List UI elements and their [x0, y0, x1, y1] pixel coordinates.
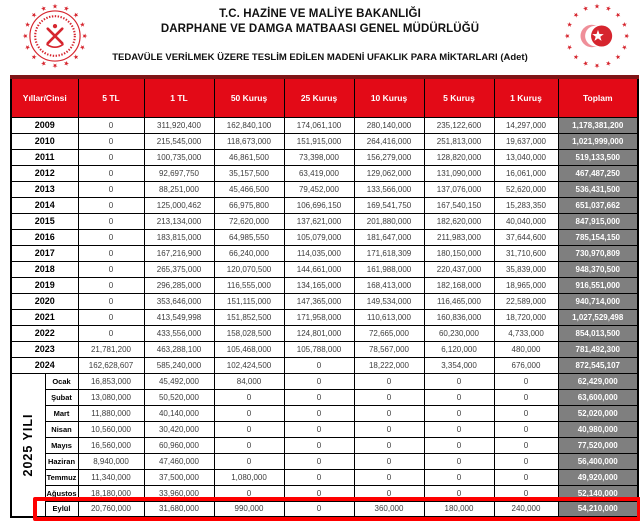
value-cell: 137,076,000: [424, 181, 494, 197]
total-cell: 52,140,000: [558, 485, 638, 501]
table-row-year: [11, 117, 638, 133]
column-header-years: Yıllar/Cinsi: [11, 77, 78, 117]
value-cell: 131,090,000: [424, 165, 494, 181]
total-cell: 872,545,107: [558, 357, 638, 373]
table-row-year: [11, 229, 638, 245]
value-cell: 47,460,000: [144, 453, 214, 469]
table-row-year: [11, 341, 638, 357]
value-cell: 201,880,000: [354, 213, 424, 229]
value-cell: 151,115,000: [214, 293, 284, 309]
header-row: [11, 77, 638, 117]
month-label: Mayıs: [45, 437, 78, 453]
value-cell: 110,613,000: [354, 309, 424, 325]
table-row-month: [11, 405, 638, 421]
value-cell: 60,960,000: [144, 437, 214, 453]
value-cell: 102,424,500: [214, 357, 284, 373]
coin-delivery-table: [10, 75, 639, 518]
value-cell: 0: [78, 293, 144, 309]
value-cell: 0: [354, 453, 424, 469]
value-cell: 40,040,000: [494, 213, 558, 229]
table-row-year: [11, 165, 638, 181]
year-label: 2015: [11, 213, 78, 229]
total-cell: 49,920,000: [558, 469, 638, 485]
value-cell: 137,621,000: [284, 213, 354, 229]
value-cell: 144,661,000: [284, 261, 354, 277]
value-cell: 33,960,000: [144, 485, 214, 501]
total-cell: 52,020,000: [558, 405, 638, 421]
value-cell: 360,000: [354, 501, 424, 517]
total-cell: 519,133,500: [558, 149, 638, 165]
value-cell: 92,697,750: [144, 165, 214, 181]
value-cell: 0: [424, 469, 494, 485]
value-cell: 0: [284, 389, 354, 405]
value-cell: 129,062,000: [354, 165, 424, 181]
table-row-year: [11, 277, 638, 293]
value-cell: 46,861,500: [214, 149, 284, 165]
column-header-1tl: 1 TL: [144, 77, 214, 117]
value-cell: 35,157,500: [214, 165, 284, 181]
value-cell: 66,240,000: [214, 245, 284, 261]
value-cell: 0: [494, 453, 558, 469]
value-cell: 18,222,000: [354, 357, 424, 373]
value-cell: 235,122,600: [424, 117, 494, 133]
month-label: Nisan: [45, 421, 78, 437]
coin-delivery-table-wrap: [10, 75, 637, 518]
value-cell: 18,720,000: [494, 309, 558, 325]
value-cell: 990,000: [214, 501, 284, 517]
value-cell: 0: [78, 229, 144, 245]
value-cell: 0: [354, 373, 424, 389]
year-label: 2022: [11, 325, 78, 341]
value-cell: 105,079,000: [284, 229, 354, 245]
total-cell: 1,027,529,498: [558, 309, 638, 325]
value-cell: 183,815,000: [144, 229, 214, 245]
value-cell: 63,419,000: [284, 165, 354, 181]
value-cell: 220,437,000: [424, 261, 494, 277]
value-cell: 105,468,000: [214, 341, 284, 357]
value-cell: 0: [494, 485, 558, 501]
value-cell: 45,492,000: [144, 373, 214, 389]
year-label: 2014: [11, 197, 78, 213]
total-cell: 63,600,000: [558, 389, 638, 405]
year-label: 2019: [11, 277, 78, 293]
value-cell: 0: [78, 213, 144, 229]
column-header-1kurus: 1 Kuruş: [494, 77, 558, 117]
value-cell: 1,080,000: [214, 469, 284, 485]
value-cell: 180,150,000: [424, 245, 494, 261]
table-row-year: [11, 181, 638, 197]
value-cell: 0: [284, 485, 354, 501]
year-group-label: 2025 YILI: [21, 413, 36, 477]
value-cell: 0: [424, 485, 494, 501]
value-cell: 0: [284, 373, 354, 389]
letterhead-titles: [95, 7, 545, 37]
value-cell: 161,988,000: [354, 261, 424, 277]
value-cell: 0: [284, 501, 354, 517]
year-label: 2023: [11, 341, 78, 357]
total-cell: 56,400,000: [558, 453, 638, 469]
value-cell: 40,140,000: [144, 405, 214, 421]
month-label: Mart: [45, 405, 78, 421]
value-cell: 16,560,000: [78, 437, 144, 453]
value-cell: 0: [78, 181, 144, 197]
value-cell: 147,365,000: [284, 293, 354, 309]
total-cell: 467,487,250: [558, 165, 638, 181]
value-cell: 84,000: [214, 373, 284, 389]
value-cell: 0: [78, 133, 144, 149]
year-label: 2017: [11, 245, 78, 261]
year-label: 2010: [11, 133, 78, 149]
value-cell: 264,416,000: [354, 133, 424, 149]
value-cell: 22,589,000: [494, 293, 558, 309]
value-cell: 0: [78, 117, 144, 133]
value-cell: 8,940,000: [78, 453, 144, 469]
title-line-2: DARPHANE VE DAMGA MATBAASI GENEL MÜDÜRLÜĞÜ: [160, 23, 480, 35]
value-cell: 16,061,000: [494, 165, 558, 181]
crescent-star-emblem-icon: [564, 3, 630, 69]
total-cell: 940,714,000: [558, 293, 638, 309]
value-cell: 66,975,800: [214, 197, 284, 213]
value-cell: 0: [424, 405, 494, 421]
value-cell: 21,781,200: [78, 341, 144, 357]
value-cell: 0: [354, 485, 424, 501]
value-cell: 88,251,000: [144, 181, 214, 197]
value-cell: 182,620,000: [424, 213, 494, 229]
value-cell: 72,665,000: [354, 325, 424, 341]
table-row-year: [11, 213, 638, 229]
total-cell: 1,178,381,200: [558, 117, 638, 133]
value-cell: 11,880,000: [78, 405, 144, 421]
document-subtitle: TEDAVÜLE VERİLMEK ÜZERE TESLİM EDİLEN MADENİ UFAKLIK PARA MİKTARLARI (Adet): [112, 52, 528, 63]
value-cell: 169,541,750: [354, 197, 424, 213]
value-cell: 585,240,000: [144, 357, 214, 373]
total-cell: 54,210,000: [558, 501, 638, 517]
value-cell: 240,000: [494, 501, 558, 517]
year-label: 2020: [11, 293, 78, 309]
value-cell: 13,080,000: [78, 389, 144, 405]
value-cell: 251,813,000: [424, 133, 494, 149]
value-cell: 156,279,000: [354, 149, 424, 165]
value-cell: 31,680,000: [144, 501, 214, 517]
value-cell: 0: [214, 485, 284, 501]
value-cell: 0: [284, 437, 354, 453]
year-label: 2024: [11, 357, 78, 373]
value-cell: 10,560,000: [78, 421, 144, 437]
month-label: Ocak: [45, 373, 78, 389]
value-cell: 4,733,000: [494, 325, 558, 341]
value-cell: 125,000,462: [144, 197, 214, 213]
value-cell: 118,673,000: [214, 133, 284, 149]
value-cell: 171,618,309: [354, 245, 424, 261]
value-cell: 162,840,100: [214, 117, 284, 133]
value-cell: 0: [494, 373, 558, 389]
total-cell: 916,551,000: [558, 277, 638, 293]
value-cell: 0: [78, 309, 144, 325]
value-cell: 52,620,000: [494, 181, 558, 197]
total-cell: 781,492,300: [558, 341, 638, 357]
value-cell: 18,965,000: [494, 277, 558, 293]
value-cell: 0: [354, 389, 424, 405]
month-label: Eylül: [45, 501, 78, 517]
table-row-month: [11, 485, 638, 501]
value-cell: 15,283,350: [494, 197, 558, 213]
value-cell: 0: [284, 357, 354, 373]
value-cell: 0: [354, 405, 424, 421]
value-cell: 120,070,500: [214, 261, 284, 277]
value-cell: 213,134,000: [144, 213, 214, 229]
year-label: 2013: [11, 181, 78, 197]
value-cell: 133,566,000: [354, 181, 424, 197]
value-cell: 37,644,600: [494, 229, 558, 245]
value-cell: 353,646,000: [144, 293, 214, 309]
value-cell: 114,035,000: [284, 245, 354, 261]
value-cell: 0: [424, 421, 494, 437]
value-cell: 0: [214, 421, 284, 437]
year-label: 2018: [11, 261, 78, 277]
value-cell: 433,556,000: [144, 325, 214, 341]
value-cell: 124,801,000: [284, 325, 354, 341]
value-cell: 13,040,000: [494, 149, 558, 165]
value-cell: 50,520,000: [144, 389, 214, 405]
total-cell: 1,021,999,000: [558, 133, 638, 149]
total-cell: 77,520,000: [558, 437, 638, 453]
table-row-month: [11, 469, 638, 485]
total-cell: 651,037,662: [558, 197, 638, 213]
column-header-25kurus: 25 Kuruş: [284, 77, 354, 117]
title-line-1: T.C. HAZİNE VE MALİYE BAKANLIĞI: [219, 8, 421, 20]
table-row-month: [11, 453, 638, 469]
table-row-year: [11, 309, 638, 325]
value-cell: 211,983,000: [424, 229, 494, 245]
value-cell: 105,788,000: [284, 341, 354, 357]
value-cell: 11,340,000: [78, 469, 144, 485]
value-cell: 0: [78, 261, 144, 277]
table-row-year: [11, 149, 638, 165]
table-row-month: [11, 389, 638, 405]
value-cell: 100,735,000: [144, 149, 214, 165]
value-cell: 3,354,000: [424, 357, 494, 373]
year-label: 2009: [11, 117, 78, 133]
table-header: [11, 77, 638, 117]
table-row-year: [11, 261, 638, 277]
value-cell: 182,168,000: [424, 277, 494, 293]
value-cell: 0: [78, 325, 144, 341]
value-cell: 30,420,000: [144, 421, 214, 437]
value-cell: 0: [494, 389, 558, 405]
value-cell: 37,500,000: [144, 469, 214, 485]
table-row-year: [11, 133, 638, 149]
table-row-year: [11, 293, 638, 309]
year-label: 2016: [11, 229, 78, 245]
value-cell: 0: [78, 277, 144, 293]
table-row-year: [11, 325, 638, 341]
value-cell: 19,637,000: [494, 133, 558, 149]
value-cell: 265,375,000: [144, 261, 214, 277]
value-cell: 72,620,000: [214, 213, 284, 229]
value-cell: 0: [78, 245, 144, 261]
value-cell: 151,915,000: [284, 133, 354, 149]
table-row-year: [11, 197, 638, 213]
value-cell: 0: [354, 469, 424, 485]
total-cell: 785,154,150: [558, 229, 638, 245]
value-cell: 0: [284, 469, 354, 485]
letterhead: [0, 0, 640, 75]
value-cell: 16,853,000: [78, 373, 144, 389]
value-cell: 116,555,000: [214, 277, 284, 293]
month-label: Haziran: [45, 453, 78, 469]
value-cell: 171,958,000: [284, 309, 354, 325]
table-row-year: [11, 245, 638, 261]
value-cell: 6,120,000: [424, 341, 494, 357]
value-cell: 73,398,000: [284, 149, 354, 165]
value-cell: 676,000: [494, 357, 558, 373]
value-cell: 463,288,100: [144, 341, 214, 357]
total-cell: 62,429,000: [558, 373, 638, 389]
table-row-month: [11, 501, 638, 517]
value-cell: 174,061,100: [284, 117, 354, 133]
value-cell: 0: [354, 437, 424, 453]
value-cell: 128,820,000: [424, 149, 494, 165]
value-cell: 0: [214, 405, 284, 421]
total-cell: 847,915,000: [558, 213, 638, 229]
value-cell: 0: [424, 389, 494, 405]
month-label: Ağustos: [45, 485, 78, 501]
table-row-month: [11, 421, 638, 437]
year-label: 2012: [11, 165, 78, 181]
value-cell: 0: [424, 373, 494, 389]
value-cell: 280,140,000: [354, 117, 424, 133]
value-cell: 35,839,000: [494, 261, 558, 277]
value-cell: 116,465,000: [424, 293, 494, 309]
value-cell: 180,000: [424, 501, 494, 517]
value-cell: 106,696,150: [284, 197, 354, 213]
value-cell: 31,710,600: [494, 245, 558, 261]
column-header-total: Toplam: [558, 77, 638, 117]
value-cell: 0: [354, 421, 424, 437]
value-cell: 78,567,000: [354, 341, 424, 357]
month-label: Şubat: [45, 389, 78, 405]
year-label: 2011: [11, 149, 78, 165]
value-cell: 79,452,000: [284, 181, 354, 197]
value-cell: 20,760,000: [78, 501, 144, 517]
value-cell: 0: [214, 389, 284, 405]
column-header-50kurus: 50 Kuruş: [214, 77, 284, 117]
value-cell: 0: [78, 149, 144, 165]
value-cell: 18,180,000: [78, 485, 144, 501]
value-cell: 45,466,500: [214, 181, 284, 197]
value-cell: 0: [424, 437, 494, 453]
column-header-5tl: 5 TL: [78, 77, 144, 117]
value-cell: 14,297,000: [494, 117, 558, 133]
value-cell: 64,985,550: [214, 229, 284, 245]
value-cell: 0: [284, 405, 354, 421]
value-cell: 413,549,998: [144, 309, 214, 325]
value-cell: 0: [494, 437, 558, 453]
value-cell: 151,852,500: [214, 309, 284, 325]
value-cell: 311,920,400: [144, 117, 214, 133]
total-cell: 854,013,500: [558, 325, 638, 341]
value-cell: 0: [214, 453, 284, 469]
value-cell: 0: [78, 197, 144, 213]
value-cell: 158,028,500: [214, 325, 284, 341]
total-cell: 536,431,500: [558, 181, 638, 197]
value-cell: 0: [284, 421, 354, 437]
value-cell: 149,534,000: [354, 293, 424, 309]
value-cell: 215,545,000: [144, 133, 214, 149]
value-cell: 160,836,000: [424, 309, 494, 325]
year-group-cell: [11, 373, 45, 517]
value-cell: 0: [78, 165, 144, 181]
table-row-month: [11, 373, 638, 389]
total-cell: 40,980,000: [558, 421, 638, 437]
value-cell: 0: [494, 469, 558, 485]
value-cell: 168,413,000: [354, 277, 424, 293]
total-cell: 730,970,809: [558, 245, 638, 261]
table-row-month: [11, 437, 638, 453]
column-header-5kurus: 5 Kuruş: [424, 77, 494, 117]
value-cell: 0: [424, 453, 494, 469]
value-cell: 296,285,000: [144, 277, 214, 293]
value-cell: 167,216,900: [144, 245, 214, 261]
value-cell: 0: [494, 421, 558, 437]
value-cell: 134,165,000: [284, 277, 354, 293]
total-cell: 948,370,500: [558, 261, 638, 277]
value-cell: 181,647,000: [354, 229, 424, 245]
table-body: [11, 117, 638, 517]
value-cell: 60,230,000: [424, 325, 494, 341]
year-label: 2021: [11, 309, 78, 325]
value-cell: 0: [284, 453, 354, 469]
column-header-10kurus: 10 Kuruş: [354, 77, 424, 117]
value-cell: 480,000: [494, 341, 558, 357]
value-cell: 167,540,150: [424, 197, 494, 213]
value-cell: 162,628,607: [78, 357, 144, 373]
month-label: Temmuz: [45, 469, 78, 485]
table-row-year: [11, 357, 638, 373]
value-cell: 0: [494, 405, 558, 421]
value-cell: 0: [214, 437, 284, 453]
